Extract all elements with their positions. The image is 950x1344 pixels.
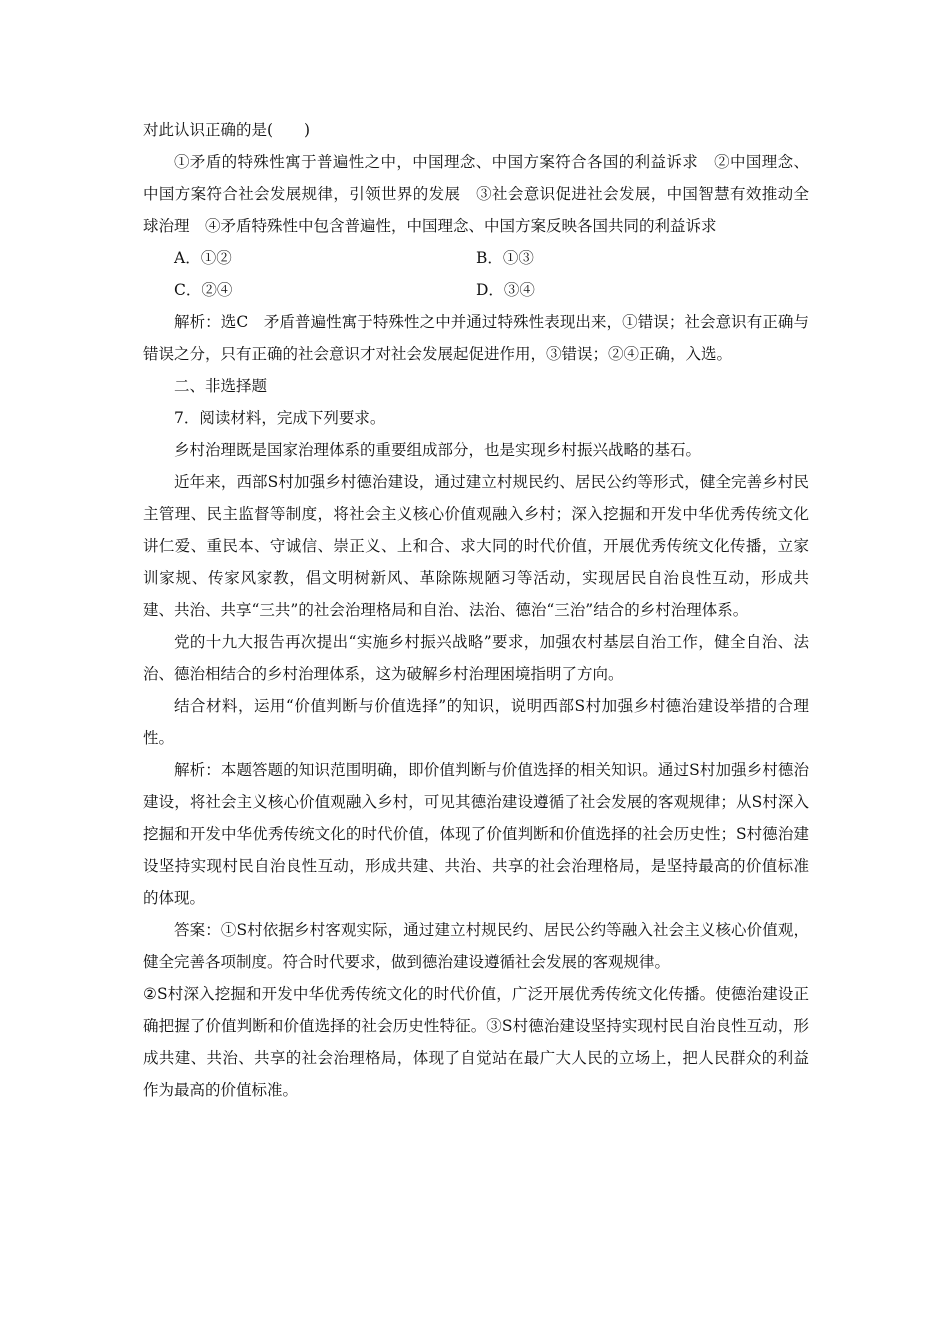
option-a: A．①② (174, 249, 232, 267)
question7-answer-part1: 答案：①S村依据乡村客观实际，通过建立村规民约、居民公约等融入社会主义核心价值观，健全完善各项制度。符合时代要求，做到德治建设遵循社会发展的客观规律。 (143, 921, 809, 971)
question7-prompt: 7．阅读材料，完成下列要求。 (174, 409, 386, 427)
option-d: D．③④ (476, 281, 535, 299)
material-paragraph-3: 党的十九大报告再次提出“实施乡村振兴战略”要求，加强农村基层自治工作，健全自治、法治、德治相结合的乡村治理体系，这为破解乡村治理困境指明了方向。 (143, 633, 809, 683)
question6-analysis: 解析：选C 矛盾普遍性寓于特殊性之中并通过特殊性表现出来，①错误；社会意识有正确与错误之分，只有正确的社会意识才对社会发展起促进作用，③错误；②④正确，入选。 (143, 313, 809, 363)
option-c: C．②④ (174, 281, 233, 299)
material-paragraph-1: 乡村治理既是国家治理体系的重要组成部分，也是实现乡村振兴战略的基石。 (174, 441, 702, 459)
answer-options (143, 242, 809, 306)
question-statements: ①矛盾的特殊性寓于普遍性之中，中国理念、中国方案符合各国的利益诉求 ②中国理念、中国方案符合社会发展规律，引领世界的发展 ③社会意识促进社会发展，中国智慧有效推动全球治理 ④矛盾特殊性中包含普遍性，中国理念、中国方案反映各国共同的利益诉求 (143, 153, 809, 235)
question7-analysis: 解析：本题答题的知识范围明确，即价值判断与价值选择的相关知识。通过S村加强乡村德治建设，将社会主义核心价值观融入乡村，可见其德治建设遵循了社会发展的客观规律；从S村深入挖掘和开发中华优秀传统文化的时代价值，体现了价值判断和价值选择的社会历史性；S村德治建设坚持实现村民自治良性互动，形成共建、共治、共享的社会治理格局，是坚持最高的价值标准的体现。 (143, 761, 809, 907)
document-page (143, 114, 809, 1106)
question7-answer-part2: ②S村深入挖掘和开发中华优秀传统文化的时代价值，广泛开展优秀传统文化传播。使德治建设正确把握了价值判断和价值选择的社会历史性特征。③S村德治建设坚持实现村民自治良性互动，形成共建、共治、共享的社会治理格局，体现了自觉站在最广大人民的立场上，把人民群众的利益作为最高的价值标准。 (143, 985, 809, 1099)
option-b: B．①③ (476, 249, 534, 267)
question7-requirement: 结合材料，运用“价值判断与价值选择”的知识，说明西部S村加强乡村德治建设举措的合理性。 (143, 697, 809, 747)
section-title: 二、非选择题 (174, 377, 268, 395)
question-stem-tail: 对此认识正确的是( ) (143, 121, 311, 139)
material-paragraph-2: 近年来，西部S村加强乡村德治建设，通过建立村规民约、居民公约等形式，健全完善乡村民主管理、民主监督等制度，将社会主义核心价值观融入乡村；深入挖掘和开发中华优秀传统文化讲仁爱、重民本、守诚信、崇正义、上和合、求大同的时代价值，开展优秀传统文化传播，立家训家规、传家风家教，倡文明树新风、革除陈规陋习等活动，实现居民自治良性互动，形成共建、共治、共享“三共”的社会治理格局和自治、法治、德治“三治”结合的乡村治理体系。 (143, 473, 809, 619)
